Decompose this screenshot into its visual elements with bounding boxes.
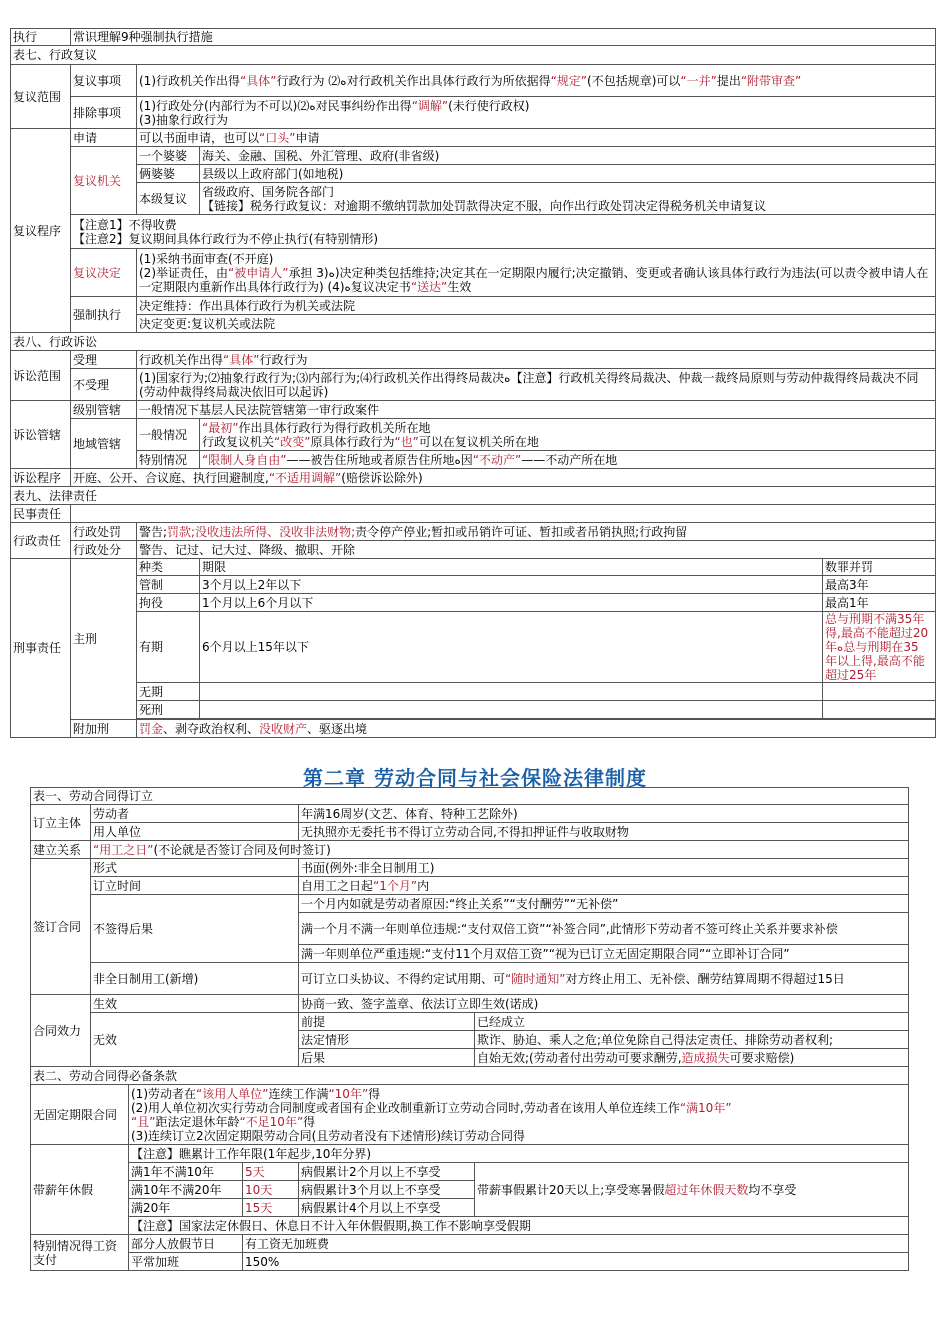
leave-row-days: 10天	[243, 1181, 299, 1199]
apply-label: 申请	[71, 129, 137, 147]
pen-head-combine: 数罪并罚	[823, 559, 936, 576]
region-label: 地域管辖	[71, 419, 137, 469]
criminal-label: 刑事责任	[11, 559, 71, 738]
fy-proc-label: 复议程序	[11, 129, 71, 333]
employer-text: 无执照亦无委托书不得订立劳动合同,不得扣押证件与收取财物	[299, 823, 909, 841]
admin-punish-text: 警告;罚款;没收违法所得、没收非法财物;责令停产停业;暂扣或吊销许可证、暂扣或者吊销执照;行政拘留	[137, 523, 936, 541]
employer-label: 用人单位	[91, 823, 299, 841]
apply-text: 可以书面申请，也可以“口头”申请	[137, 129, 936, 147]
pen-row-term	[200, 701, 823, 719]
form-text: 书面(例外:非全日制用工)	[299, 859, 909, 877]
admin-punish-label: 行政处罚	[71, 523, 137, 541]
leave-row-sick: 病假累计2个月以上不享受	[299, 1163, 475, 1181]
ss-juris-label: 诉讼管辖	[11, 401, 71, 469]
parttime-text: 可订立口头协议、不得约定试用期、可“随时通知”对方终止用工、无补偿、酬劳结算周期不得超过15日	[299, 963, 909, 995]
leave-note-1: 【注意】瞧累计工作年限(1年起步,10年分界)	[129, 1145, 909, 1163]
chapter2-table	[30, 787, 909, 1271]
level-label: 级别管辖	[71, 401, 137, 419]
section-header-7: 表七、行政复议	[11, 46, 936, 65]
valid-label: 生效	[91, 995, 299, 1013]
sign-label: 签订合同	[31, 859, 91, 995]
pen-row-combine	[823, 683, 936, 701]
admin-label: 行政责任	[11, 523, 71, 559]
section-header-2: 表二、劳动合同得必备条款	[31, 1067, 909, 1085]
organ-2-label: 俩婆婆	[137, 165, 200, 183]
reject-label: 不受理	[71, 369, 137, 401]
nosign-row-1: 一个月内如就是劳动者原因:“终止关系”“支付酬劳”“无补偿”	[299, 895, 909, 913]
overtime-text: 150%	[243, 1253, 909, 1271]
section-header-8: 表八、行政诉讼	[11, 333, 936, 351]
time-label: 订立时间	[91, 877, 299, 895]
leave-row-sick: 病假累计4个月以上不享受	[299, 1199, 475, 1217]
fy-notes: 【注意1】不得收费 【注意2】复议期间具体行政行为不停止执行(有特别情形)	[71, 215, 936, 249]
special-pay-label: 特别情况得工资支付	[31, 1235, 129, 1271]
row-label-exec: 执行	[11, 29, 71, 46]
fy-items-text: (1)行政机关作出得“具体”行政行为 ⑵ه对行政机关作出具体行政行为所依据得“规定”(不包括规章)可以“一并”提出“附带审查”	[137, 65, 936, 97]
leave-note-2: 【注意】国家法定休假日、休息日不计入年休假假期,换工作不影响享受假期	[129, 1217, 909, 1235]
effect-label: 合同效力	[31, 995, 91, 1067]
overtime-label: 平常加班	[129, 1253, 243, 1271]
fy-items-label: 复议事项	[71, 65, 137, 97]
nosign-row-2: 满一个月不满一年则单位违规:“支付双倍工资”“补签合同”,此情形下劳动者不签可终止关系并要求补偿	[299, 913, 909, 945]
leave-row-sick: 病假累计3个月以上不享受	[299, 1181, 475, 1199]
fy-excl-text: (1)行政处分(内部行为不可以)⑵ه对民事纠纷作出得“调解”(未行使行政权) (3)抽象行政行为	[137, 97, 936, 129]
civil-text	[71, 505, 936, 523]
chapter1-table	[10, 28, 936, 738]
pen-row-term: 1个月以上6个月以下	[200, 594, 823, 612]
civil-label: 民事责任	[11, 505, 71, 523]
add-pen-text: 罚金、剥夺政治权利、没收财产、驱逐出境	[137, 720, 936, 738]
decision-label: 复议决定	[71, 249, 137, 297]
leave-row-days: 5天	[243, 1163, 299, 1181]
section-header-1: 表一、劳动合同得订立	[31, 788, 909, 805]
fy-excl-label: 排除事项	[71, 97, 137, 129]
nosign-row-3: 满一年则单位严重违规:“支付11个月双倍工资”“视为已订立无固定期限合同”“立即补订合同”	[299, 945, 909, 963]
ss-scope-label: 诉讼范围	[11, 351, 71, 401]
reject-text: (1)国家行为;⑵抽象行政行为;⑶内部行为;⑷行政机关作出得终局裁决ه【注意】行政机关得终局裁决、仲裁一裁终局原则与劳动仲裁得终局裁决不同(劳动仲裁得终局裁决依旧可以起诉)	[137, 369, 936, 401]
holiday-label: 部分人放假节日	[129, 1235, 243, 1253]
ss-proc-label: 诉讼程序	[11, 469, 71, 487]
open-text: (1)劳动者在“该用人单位”连续工作满“10年”得 (2)用人单位初次实行劳动合同制度或者国有企业改制重新订立劳动合同时,劳动者在该用人单位连续工作“满10年” “且”距法定退休年龄“不足10年”得 (3)连续订立2次固定期限劳动合同(且劳动者没有下述情形)续订劳动合同得	[129, 1085, 909, 1145]
pen-row-term: 6个月以上15年以下	[200, 612, 823, 683]
leave-label: 带薪年休假	[31, 1145, 129, 1235]
organ-1-label: 一个婆婆	[137, 147, 200, 165]
relation-label: 建立关系	[31, 841, 91, 859]
time-text: 自用工之日起“1个月”内	[299, 877, 909, 895]
organ-label: 复议机关	[71, 147, 137, 215]
organ-3-label: 本级复议	[137, 183, 200, 215]
pen-row-term: 3个月以上2年以下	[200, 576, 823, 594]
premise-text: 已经成立	[475, 1013, 909, 1031]
pen-row-kind: 无期	[137, 683, 200, 701]
form-label: 形式	[91, 859, 299, 877]
admin-sanction-label: 行政处分	[71, 541, 137, 559]
special-text: “限制人身自由”——被告住所地或者原告住所地ه因“不动产”——不动产所在地	[200, 451, 936, 469]
leave-row-years: 满1年不满10年	[129, 1163, 243, 1181]
leave-side: 带薪事假累计20天以上;享受寒暑假超过年休假天数均不享受	[475, 1163, 909, 1217]
fy-scope-label: 复议范围	[11, 65, 71, 129]
open-label: 无固定期限合同	[31, 1085, 129, 1145]
relation-text: “用工之日”(不论就是否签订合同及何时签订)	[91, 841, 909, 859]
pen-row-kind: 有期	[137, 612, 200, 683]
leave-row-years: 满10年不满20年	[129, 1181, 243, 1199]
pen-row-kind: 死刑	[137, 701, 200, 719]
main-pen-label: 主刑	[71, 559, 137, 720]
ss-proc-text: 开庭、公开、合议庭、执行回避制度,“不适用调解”(赔偿诉讼除外)	[71, 469, 936, 487]
enforce-2: 决定变更:复议机关或法院	[137, 315, 936, 333]
pen-row-combine: 总与刑期不满35年得,最高不能超过20年ه总与刑期在35 年以上得,最高不能超过25年	[823, 612, 936, 683]
leave-row-years: 满20年	[129, 1199, 243, 1217]
legal-label: 法定情形	[299, 1031, 475, 1049]
pen-head-kind: 种类	[137, 559, 200, 576]
section-header-9: 表九、法律责任	[11, 487, 936, 505]
worker-text: 年满16周岁(文艺、体育、特种工艺除外)	[299, 805, 909, 823]
pen-row-combine: 最高1年	[823, 594, 936, 612]
worker-label: 劳动者	[91, 805, 299, 823]
level-text: 一般情况下基层人民法院管辖第一审行政案件	[137, 401, 936, 419]
premise-label: 前提	[299, 1013, 475, 1031]
pen-row-term	[200, 683, 823, 701]
holiday-text: 有工资无加班费	[243, 1235, 909, 1253]
accept-text: 行政机关作出得“具体”行政行为	[137, 351, 936, 369]
invalid-label: 无效	[91, 1013, 299, 1067]
subject-label: 订立主体	[31, 805, 91, 841]
special-label: 特别情况	[137, 451, 200, 469]
admin-sanction-text: 警告、记过、记大过、降级、撤职、开除	[137, 541, 936, 559]
legal-text: 欺诈、胁迫、乘人之危;单位免除自己得法定责任、排除劳动者权利;	[475, 1031, 909, 1049]
pen-row-kind: 拘役	[137, 594, 200, 612]
pen-head-term: 期限	[200, 559, 823, 576]
general-text: “最初”作出具体行政行为得行政机关所在地 行政复议机关“改变”原具体行政行为“也”可以在复议机关所在地	[200, 419, 936, 451]
parttime-label: 非全日制用工(新增)	[91, 963, 299, 995]
pen-row-combine: 最高3年	[823, 576, 936, 594]
leave-row-days: 15天	[243, 1199, 299, 1217]
organ-2-text: 县级以上政府部门(如地税)	[200, 165, 936, 183]
organ-3-text: 省级政府、国务院各部门 【链接】税务行政复议：对逾期不缴纳罚款加处罚款得决定不服，向作出行政处罚决定得税务机关申请复议	[200, 183, 936, 215]
result-text: 自始无效;(劳动者付出劳动可要求酬劳,造成损失可要求赔偿)	[475, 1049, 909, 1067]
enforce-label: 强制执行	[71, 297, 137, 333]
valid-text: 协商一致、签字盖章、依法订立即生效(诺成)	[299, 995, 909, 1013]
enforce-1: 决定维持：作出具体行政行为机关或法院	[137, 297, 936, 315]
exec-text: 常识理解9种强制执行措施	[71, 29, 936, 46]
chapter-title: 第二章 劳动合同与社会保险法律制度	[303, 766, 647, 790]
general-label: 一般情况	[137, 419, 200, 451]
decision-text: (1)采纳书面审查(不开庭) (2)举证责任，由“被申请人”承担 3)ه)决定种类包括维持;决定其在一定期限内履行;决定撤销、变更或者确认该具体行政行为违法(可以责令被申请人在一定期限内重新作出具体行政行为) (4)ه复议决定书“送达”生效	[137, 249, 936, 297]
pen-row-combine	[823, 701, 936, 719]
result-label: 后果	[299, 1049, 475, 1067]
add-pen-label: 附加刑	[71, 720, 137, 738]
organ-1-text: 海关、金融、国税、外汇管理、政府(非省级)	[200, 147, 936, 165]
pen-row-kind: 管制	[137, 576, 200, 594]
nosign-label: 不签得后果	[91, 895, 299, 963]
accept-label: 受理	[71, 351, 137, 369]
